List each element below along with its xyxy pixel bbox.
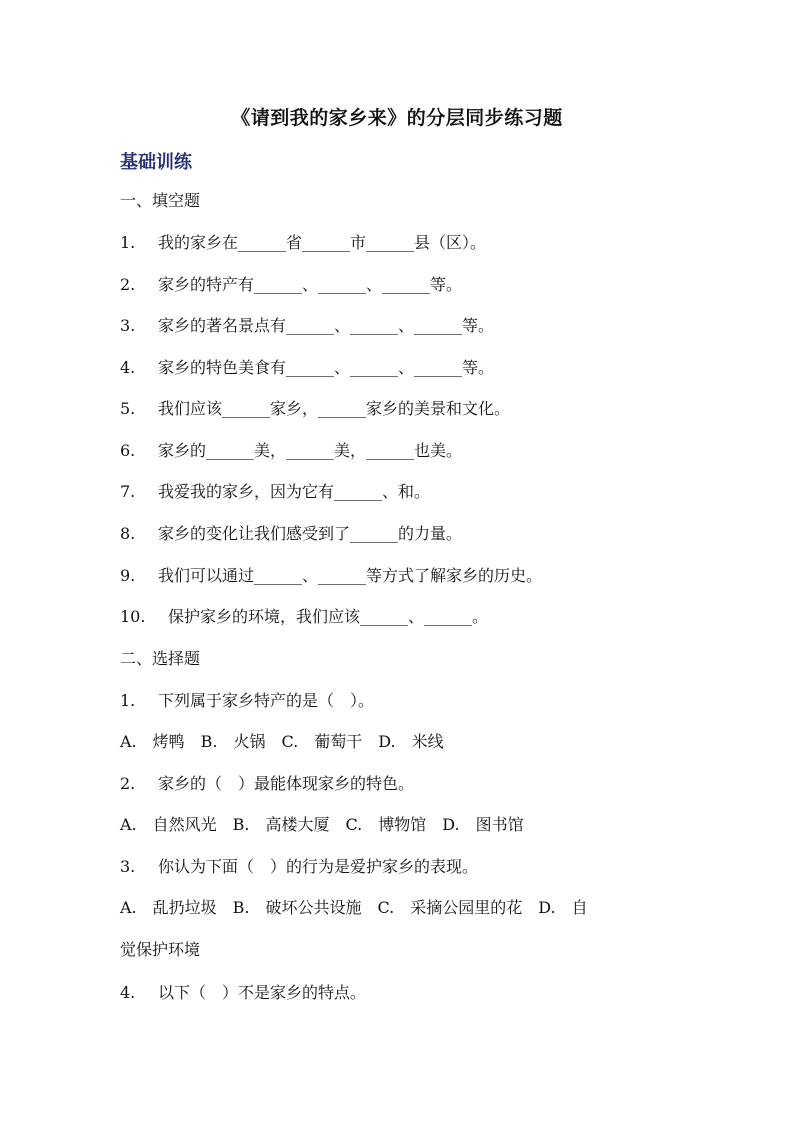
question-number: 1.	[120, 233, 136, 252]
question-text: 以下（ ）不是家乡的特点。	[158, 983, 367, 1002]
question-number: 10.	[120, 607, 146, 626]
question-number: 1.	[120, 691, 136, 710]
question-text: 家乡的特产有______、______、______等。	[158, 275, 463, 294]
choice-options-3-line1: A. 乱扔垃圾 B. 破坏公共设施 C. 采摘公园里的花 D. 自	[120, 898, 588, 917]
question-number: 7.	[120, 482, 136, 501]
question-number: 8.	[120, 524, 136, 543]
question-text: 家乡的变化让我们感受到了______的力量。	[158, 524, 463, 543]
fill-question-1	[120, 232, 486, 254]
question-number: 4.	[120, 358, 136, 377]
document-title: 《请到我的家乡来》的分层同步练习题	[231, 107, 563, 129]
question-text: 家乡的（ ）最能体现家乡的特色。	[158, 774, 415, 793]
question-text: 我爱我的家乡，因为它有______、和。	[158, 482, 431, 501]
question-number: 2.	[120, 774, 136, 793]
question-number: 5.	[120, 399, 136, 418]
fill-question-4	[120, 357, 494, 379]
question-text: 我们应该______家乡，______家乡的美景和文化。	[158, 399, 511, 418]
choice-question-2	[120, 773, 414, 795]
choice-options-2: A. 自然风光 B. 高楼大厦 C. 博物馆 D. 图书馆	[120, 815, 524, 834]
choice-options-3-line2: 觉保护环境	[120, 940, 201, 959]
fill-question-2	[120, 274, 462, 296]
choice-question-4	[120, 982, 366, 1004]
question-text: 下列属于家乡特产的是（ ）。	[158, 691, 375, 710]
question-text: 家乡的特色美食有______、______、______等。	[158, 358, 495, 377]
question-text: 你认为下面（ ）的行为是爱护家乡的表现。	[158, 857, 479, 876]
question-text: 我们可以通过______、______等方式了解家乡的历史。	[158, 566, 543, 585]
question-number: 3.	[120, 316, 136, 335]
choice-question-3	[120, 856, 478, 878]
section-title: 基础训练	[120, 152, 192, 173]
question-number: 4.	[120, 983, 136, 1002]
question-text: 家乡的著名景点有______、______、______等。	[158, 316, 495, 335]
choice-question-1	[120, 690, 374, 712]
question-number: 6.	[120, 441, 136, 460]
choice-options-1: A. 烤鸭 B. 火锅 C. 葡萄干 D. 米线	[120, 732, 444, 751]
fill-question-6	[120, 440, 462, 462]
question-text: 保护家乡的环境，我们应该______、______。	[168, 607, 489, 626]
fill-question-8	[120, 523, 462, 545]
question-number: 3.	[120, 857, 136, 876]
fill-question-7	[120, 481, 430, 503]
fill-question-3	[120, 315, 494, 337]
fill-question-10	[120, 606, 488, 628]
question-number: 9.	[120, 566, 136, 585]
part1-heading: 一、填空题	[120, 191, 201, 210]
part2-heading: 二、选择题	[120, 649, 201, 668]
fill-question-5	[120, 398, 510, 420]
question-text: 我的家乡在______省______市______县（区）。	[158, 233, 487, 252]
question-number: 2.	[120, 275, 136, 294]
question-text: 家乡的______美，______美，______也美。	[158, 441, 463, 460]
fill-question-9	[120, 565, 542, 587]
